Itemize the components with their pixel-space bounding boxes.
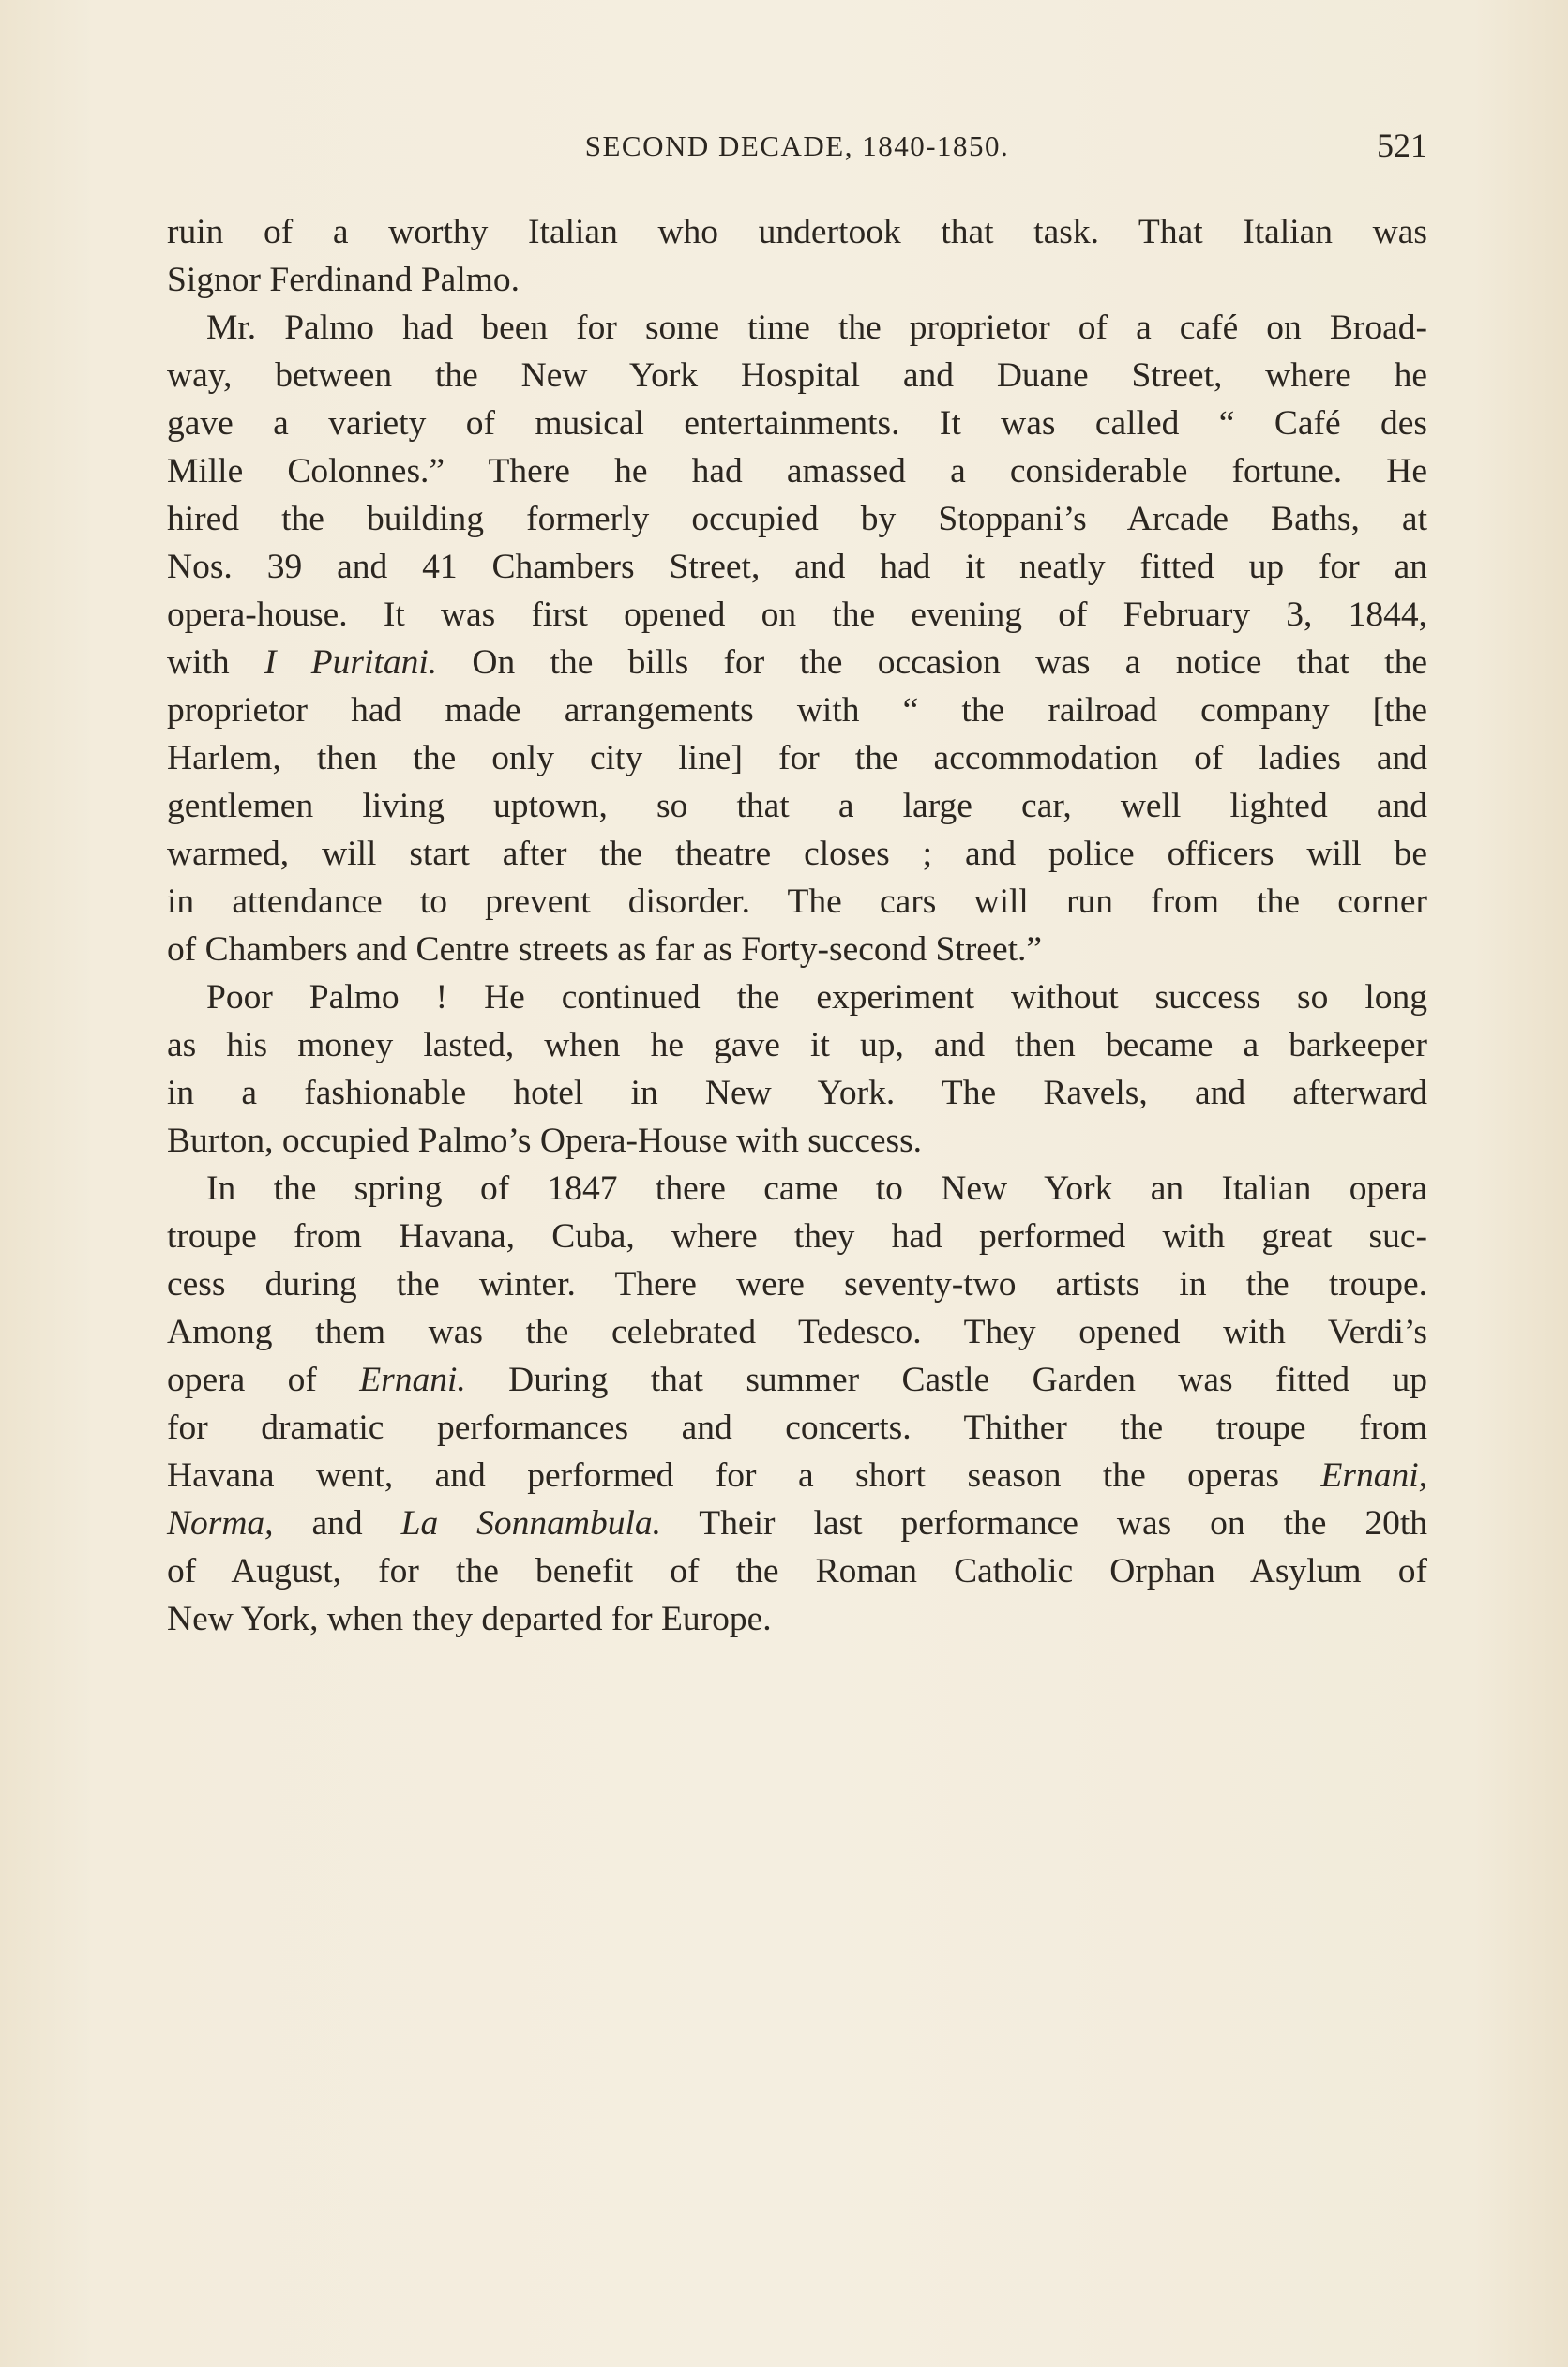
text-fragment: Havana went, and performed for a short season the operas [167, 1456, 1321, 1495]
text-line [167, 1500, 1427, 1547]
text-fragment: During that summer Castle Garden was fitted up [465, 1361, 1427, 1399]
text-line: way, between the New York Hospital and Duane Street, where he [167, 356, 1427, 395]
page-number: 521 [1377, 127, 1427, 164]
text-line: Nos. 39 and 41 Chambers Street, and had it neatly fitted up for an [167, 548, 1427, 586]
text-line [167, 639, 1427, 686]
italic-title: La Sonnambula. [400, 1504, 662, 1543]
text-line: Mr. Palmo had been for some time the proprietor of a café on Broad- [206, 309, 1427, 347]
text-fragment: with [167, 643, 264, 682]
text-line: of Chambers and Centre streets as far as Forty-second Street.” [167, 930, 1043, 969]
text-line [167, 1356, 1427, 1404]
text-line: In the spring of 1847 there came to New York an Italian opera [206, 1169, 1427, 1208]
text-line: warmed, will start after the theatre closes ; and police officers will be [167, 835, 1427, 873]
text-line: Poor Palmo ! He continued the experiment without success so long [206, 978, 1427, 1017]
text-line: for dramatic performances and concerts. Thither the troupe from [167, 1409, 1427, 1447]
text-line: in a fashionable hotel in New York. The Ravels, and afterward [167, 1074, 1427, 1112]
text-line: Burton, occupied Palmo’s Opera-House with success. [167, 1122, 923, 1160]
text-line: hired the building formerly occupied by Stoppani’s Arcade Baths, at [167, 500, 1427, 538]
italic-title: Norma, [167, 1504, 274, 1543]
text-fragment: and [273, 1504, 401, 1543]
text-line: opera-house. It was first opened on the evening of February 3, 1844, [167, 596, 1427, 634]
text-fragment: opera of [167, 1361, 360, 1399]
text-line: as his money lasted, when he gave it up, and then became a barkeeper [167, 1026, 1427, 1064]
text-line: Mille Colonnes.” There he had amassed a considerable fortune. He [167, 452, 1427, 490]
text-line: gave a variety of musical entertainments. It was called “ Café des [167, 404, 1427, 443]
text-line: ruin of a worthy Italian who undertook that task. That Italian was [167, 213, 1427, 251]
text-fragment: On the bills for the occasion was a notice that the [437, 643, 1427, 682]
text-line: Harlem, then the only city line] for the accommodation of ladies and [167, 739, 1427, 777]
italic-title: Ernani, [1320, 1456, 1427, 1495]
running-title: SECOND DECADE, 1840-1850. [584, 129, 1010, 162]
text-line: of August, for the benefit of the Roman Catholic Orphan Asylum of [167, 1552, 1427, 1591]
text-line: proprietor had made arrangements with “ the railroad company [the [167, 691, 1427, 730]
text-line: Among them was the celebrated Tedesco. They opened with Verdi’s [167, 1313, 1427, 1351]
text-line: gentlemen living uptown, so that a large car, well lighted and [167, 787, 1427, 825]
text-line: cess during the winter. There were seventy-two artists in the troupe. [167, 1265, 1427, 1304]
text-line: Signor Ferdinand Palmo. [167, 261, 520, 299]
running-head [167, 124, 1427, 171]
text-fragment: Their last performance was on the 20th [661, 1504, 1427, 1543]
text-line: in attendance to prevent disorder. The cars will run from the corner [167, 882, 1427, 921]
italic-title: I Puritani. [264, 643, 438, 682]
italic-title: Ernani. [359, 1361, 466, 1399]
text-line [167, 1452, 1427, 1500]
text-line: New York, when they departed for Europe. [167, 1600, 772, 1638]
text-line: troupe from Havana, Cuba, where they had performed with great suc- [167, 1217, 1427, 1256]
body-text [167, 208, 1427, 1643]
